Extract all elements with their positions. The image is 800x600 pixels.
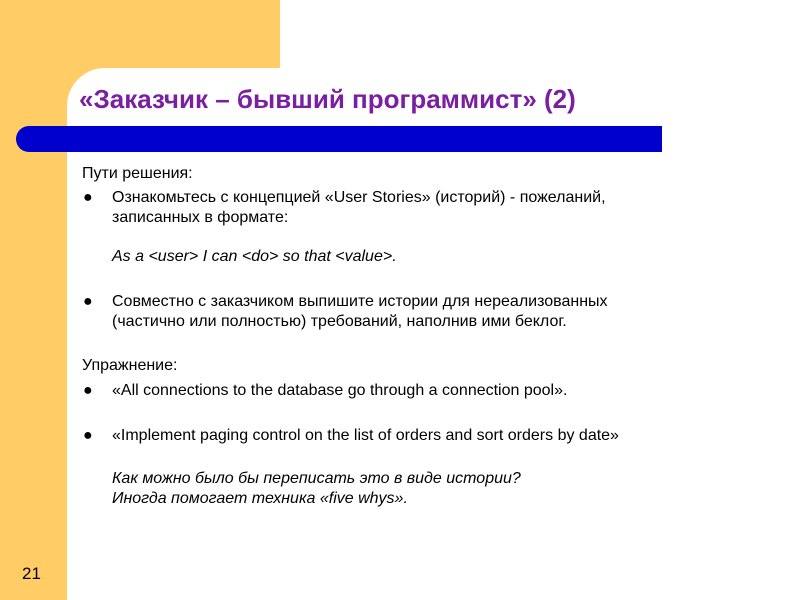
bullet-icon: ● bbox=[83, 293, 93, 310]
bullet-user-stories bbox=[82, 188, 782, 228]
slide-title: «Заказчик – бывший программист» (2) bbox=[79, 84, 576, 114]
bullet-text-line: «All connections to the database go through a connection pool». bbox=[112, 382, 568, 399]
slide-content bbox=[82, 164, 782, 509]
bullet-text-line: «Implement paging control on the list of orders and sort orders by date» bbox=[112, 427, 619, 444]
question-line: Как можно было бы переписать это в виде истории? bbox=[112, 470, 521, 487]
solutions-heading: Пути решения: bbox=[82, 165, 193, 182]
title-underline-bar bbox=[16, 126, 662, 152]
question-block bbox=[82, 469, 782, 509]
question-line: Иногда помогает техника «five whys». bbox=[112, 490, 408, 507]
exercise-heading: Упражнение: bbox=[82, 357, 178, 374]
bullet-text-line: (частично или полностью) требований, наполнив ими беклог. bbox=[112, 313, 567, 330]
bullet-icon: ● bbox=[83, 382, 93, 399]
page-number: 21 bbox=[22, 564, 41, 583]
bullet-backlog bbox=[82, 292, 782, 332]
bullet-text-line: Совместно с заказчиком выпишите истории для нереализованных bbox=[112, 293, 608, 310]
bullet-connection-pool bbox=[82, 381, 782, 401]
bullet-icon: ● bbox=[83, 189, 93, 206]
bullet-paging-control bbox=[82, 426, 782, 446]
bullet-text-line: Ознакомьтесь с концепцией «User Stories» (историй) - пожеланий, bbox=[112, 189, 606, 206]
bullet-text-line: записанных в формате: bbox=[112, 209, 289, 226]
format-example: As a <user> I can <do> so that <value>. bbox=[112, 248, 397, 265]
bullet-icon: ● bbox=[83, 427, 93, 444]
